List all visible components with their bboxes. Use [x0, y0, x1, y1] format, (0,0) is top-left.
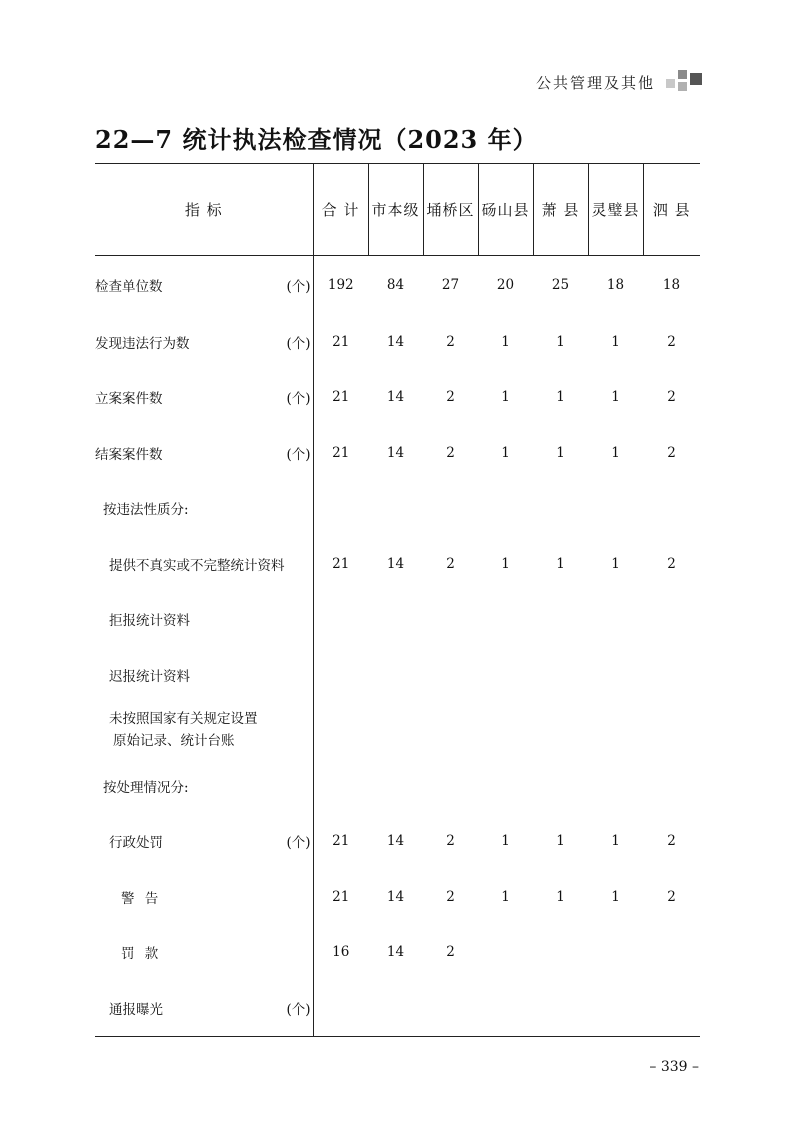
table-row — [95, 592, 700, 648]
table-cell — [313, 592, 368, 648]
column-header: 埇桥区 — [423, 164, 478, 256]
table-cell — [533, 703, 588, 759]
table-cell — [533, 647, 588, 703]
row-unit: (个) — [286, 279, 311, 295]
table-cell: 21 — [332, 833, 350, 850]
table-cell — [478, 647, 533, 703]
table-cell: 1 — [501, 833, 510, 850]
table-cell — [478, 758, 533, 814]
table-cell: 1 — [611, 888, 620, 905]
table-cell: 1 — [556, 333, 565, 350]
table-cell — [478, 481, 533, 537]
column-header-indicator: 指 标 — [95, 164, 313, 256]
row-indicator — [95, 980, 313, 1036]
row-label: 行政处罚 — [109, 835, 163, 852]
table-cell — [423, 758, 478, 814]
table-cell: 1 — [556, 888, 565, 905]
table-cell: 1 — [611, 389, 620, 406]
column-header: 萧 县 — [533, 164, 588, 256]
table-cell: 1 — [611, 555, 620, 572]
table-cell: 2 — [667, 333, 676, 350]
table-cell: 1 — [556, 444, 565, 461]
row-label: 拒报统计资料 — [109, 613, 190, 630]
table-cell — [368, 647, 423, 703]
table-cell — [313, 703, 368, 759]
column-header: 灵璧县 — [588, 164, 643, 256]
table-cell: 14 — [386, 944, 405, 961]
row-indicator — [95, 592, 313, 648]
table-cell — [313, 647, 368, 703]
table-cell — [423, 481, 478, 537]
table-cell: 20 — [496, 277, 515, 293]
table-cell: 1 — [556, 833, 565, 850]
table-cell: 21 — [332, 389, 350, 406]
column-header: 市本级 — [368, 164, 423, 256]
table-cell — [313, 980, 368, 1036]
table-row — [95, 814, 700, 870]
page-title: 22—7 统计执法检查情况（2023 年） — [95, 125, 538, 154]
table-row — [95, 869, 700, 925]
table-cell: 1 — [501, 333, 510, 350]
table-cell: 84 — [386, 277, 405, 293]
table-row — [95, 256, 700, 315]
table-cell — [588, 592, 643, 648]
row-indicator — [95, 481, 313, 537]
table-cell — [478, 925, 533, 981]
row-unit: (个) — [286, 1001, 311, 1018]
table-cell — [368, 592, 423, 648]
table-row — [95, 314, 700, 370]
table-cell: 1 — [556, 389, 565, 406]
table-cell — [423, 703, 478, 759]
table-row — [95, 536, 700, 592]
row-label: 提供不真实或不完整统计资料 — [109, 557, 285, 574]
table-cell: 27 — [441, 277, 460, 293]
table-cell — [368, 758, 423, 814]
table-cell — [533, 980, 588, 1036]
row-indicator — [95, 536, 313, 592]
row-label-line: 未按照国家有关规定设置 — [109, 711, 258, 728]
table-cell: 2 — [667, 833, 676, 850]
table-cell — [643, 980, 700, 1036]
row-indicator — [95, 314, 313, 370]
table-cell: 1 — [611, 833, 620, 850]
table-cell — [643, 758, 700, 814]
table-cell: 2 — [667, 555, 676, 572]
table-cell: 21 — [332, 555, 350, 572]
table-row — [95, 703, 700, 759]
table-cell: 2 — [667, 444, 676, 461]
deco-square — [678, 82, 687, 91]
table-cell — [533, 758, 588, 814]
table-row — [95, 481, 700, 537]
column-header: 合 计 — [313, 164, 368, 256]
table-cell — [643, 703, 700, 759]
table-cell: 192 — [327, 277, 354, 293]
table-cell — [423, 647, 478, 703]
table-cell: 2 — [446, 833, 455, 850]
table-cell — [643, 925, 700, 981]
row-label: 罚 款 — [121, 946, 162, 963]
row-label: 警 告 — [121, 890, 162, 907]
table-cell: 1 — [501, 389, 510, 406]
table-cell: 21 — [332, 444, 350, 461]
table-row — [95, 425, 700, 481]
table-cell: 14 — [386, 389, 405, 406]
table-cell: 14 — [386, 888, 405, 905]
table-cell: 16 — [332, 944, 350, 961]
row-unit: (个) — [286, 446, 311, 463]
row-unit: (个) — [286, 835, 311, 852]
table-cell — [643, 592, 700, 648]
table-cell — [478, 703, 533, 759]
table-cell — [588, 703, 643, 759]
table-cell — [533, 925, 588, 981]
table-cell — [368, 481, 423, 537]
table-cell: 2 — [446, 888, 455, 905]
table-cell — [588, 925, 643, 981]
table-cell: 2 — [446, 555, 455, 572]
row-label: 发现违法行为数 — [95, 335, 190, 352]
row-unit: (个) — [286, 391, 311, 408]
table-cell — [533, 481, 588, 537]
row-label — [95, 708, 258, 752]
table-cell — [423, 980, 478, 1036]
table-cell — [588, 647, 643, 703]
running-head: 公共管理及其他 — [535, 74, 655, 92]
table-cell — [588, 481, 643, 537]
table-cell — [533, 592, 588, 648]
table-cell: 1 — [501, 444, 510, 461]
table-cell: 2 — [446, 389, 455, 406]
row-indicator — [95, 370, 313, 426]
table-cell — [313, 481, 368, 537]
table-cell: 21 — [332, 888, 350, 905]
table-cell: 1 — [611, 444, 620, 461]
row-label: 检查单位数 — [95, 279, 163, 295]
row-label: 按处理情况分: — [103, 779, 189, 796]
deco-square — [690, 73, 702, 85]
row-indicator — [95, 758, 313, 814]
table-row — [95, 647, 700, 703]
table-cell: 25 — [551, 277, 570, 293]
table-cell: 14 — [386, 333, 405, 350]
table-header-row — [95, 164, 700, 256]
table-cell — [368, 703, 423, 759]
row-indicator — [95, 925, 313, 981]
row-label: 结案案件数 — [95, 446, 163, 463]
table-cell: 1 — [611, 333, 620, 350]
table-cell: 2 — [446, 333, 455, 350]
row-label-line: 原始记录、统计台账 — [113, 733, 235, 750]
table-cell: 21 — [332, 333, 350, 350]
row-label: 通报曝光 — [109, 1001, 163, 1018]
deco-square — [678, 70, 687, 79]
row-unit: (个) — [286, 335, 311, 352]
table-cell: 2 — [446, 444, 455, 461]
row-indicator — [95, 814, 313, 870]
table-cell — [478, 980, 533, 1036]
table-cell — [588, 758, 643, 814]
table-cell: 1 — [501, 555, 510, 572]
row-label: 立案案件数 — [95, 391, 163, 408]
column-header: 砀山县 — [478, 164, 533, 256]
statistics-table — [95, 163, 700, 1037]
row-indicator — [95, 703, 313, 759]
deco-square — [666, 79, 675, 88]
table-cell — [643, 481, 700, 537]
row-indicator — [95, 425, 313, 481]
row-label: 按违法性质分: — [103, 502, 189, 519]
table-cell — [423, 592, 478, 648]
page-number: – 339 – — [649, 1059, 699, 1075]
table-cell: 18 — [662, 277, 681, 293]
header-decoration-icon — [666, 70, 706, 94]
table-cell: 1 — [556, 555, 565, 572]
table-cell — [368, 980, 423, 1036]
table-row — [95, 980, 700, 1036]
row-indicator — [95, 647, 313, 703]
column-header: 泗 县 — [643, 164, 700, 256]
table-cell: 2 — [667, 389, 676, 406]
table-cell: 14 — [386, 833, 405, 850]
row-indicator — [95, 256, 313, 315]
table-row — [95, 758, 700, 814]
table-cell: 1 — [501, 888, 510, 905]
table-cell: 2 — [667, 888, 676, 905]
table-cell: 18 — [606, 277, 625, 293]
table-row — [95, 370, 700, 426]
table-cell — [643, 647, 700, 703]
row-indicator — [95, 869, 313, 925]
table-cell: 14 — [386, 444, 405, 461]
table-cell — [478, 592, 533, 648]
table-row — [95, 925, 700, 981]
table-cell — [588, 980, 643, 1036]
row-label: 迟报统计资料 — [109, 668, 190, 685]
table-cell: 2 — [446, 944, 455, 961]
table-cell — [313, 758, 368, 814]
table-cell: 14 — [386, 555, 405, 572]
